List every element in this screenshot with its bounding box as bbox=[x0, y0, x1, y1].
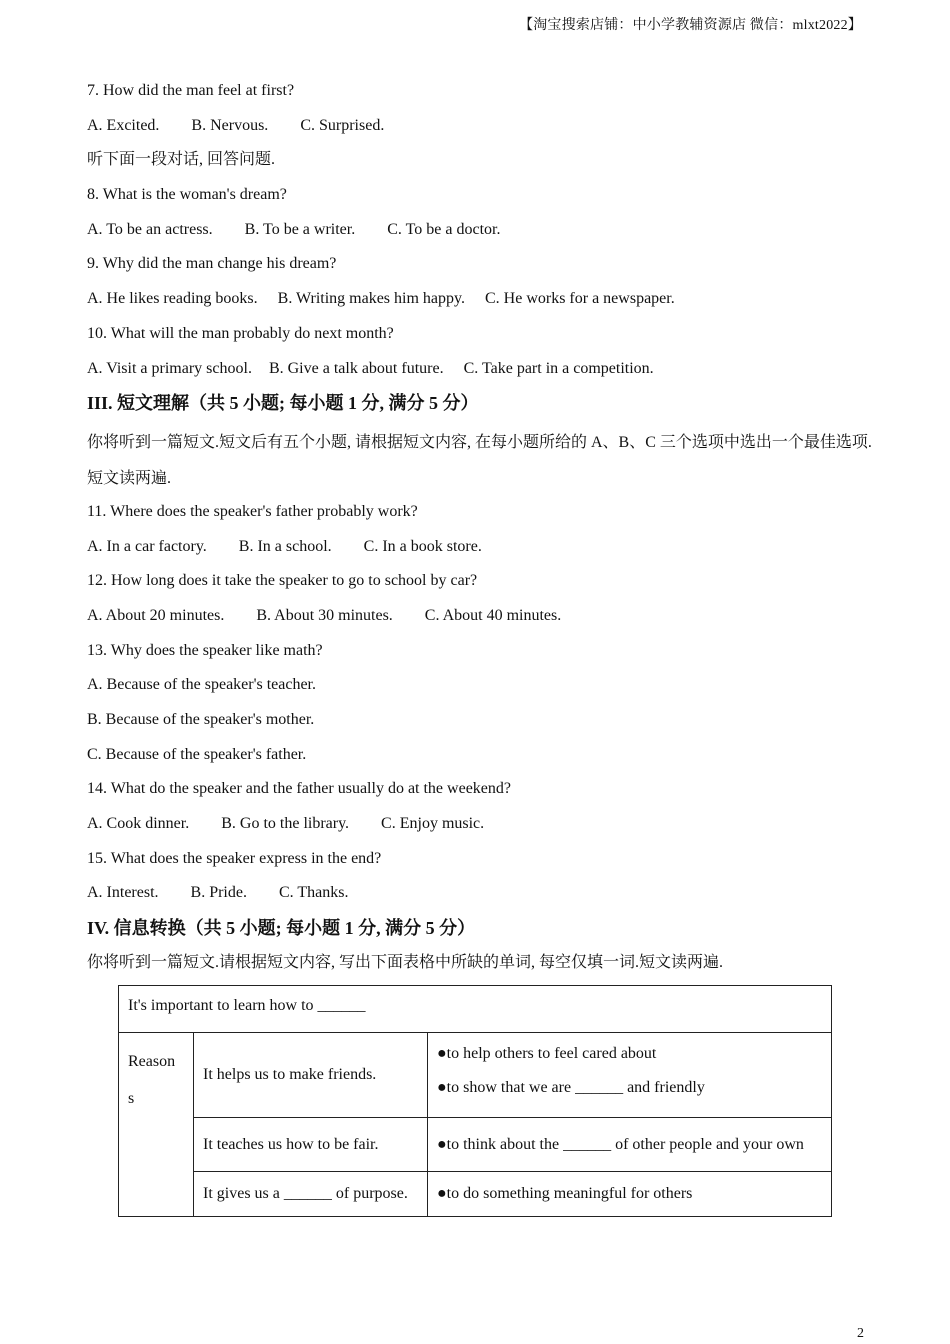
reasons-label-part2: s bbox=[128, 1090, 135, 1107]
question-13-option-c: C. Because of the speaker's father. bbox=[87, 745, 307, 763]
question-15-options bbox=[87, 880, 877, 915]
question-14: 14. What do the speaker and the father usually do at the weekend? bbox=[87, 780, 511, 798]
option-a: A. Cook dinner. bbox=[87, 815, 190, 833]
option-a: A. Excited. bbox=[87, 116, 160, 134]
option-a: A. To be an actress. bbox=[87, 220, 213, 238]
reason-1-cell: It helps us to make friends. bbox=[194, 1033, 428, 1118]
dialogue-instruction: 听下面一段对话, 回答问题. bbox=[87, 151, 276, 169]
question-10: 10. What will the man probably do next month? bbox=[87, 324, 394, 342]
information-table bbox=[118, 985, 832, 1217]
bullet-item: ●to show that we are ______ and friendly bbox=[437, 1079, 705, 1096]
shop-header-note: 【淘宝搜索店铺：中小学教辅资源店 微信：mlxt2022】 bbox=[519, 18, 862, 33]
option-b: B. Pride. bbox=[190, 884, 247, 902]
question-11-options bbox=[87, 534, 877, 569]
question-13-option-b: B. Because of the speaker's mother. bbox=[87, 711, 315, 728]
option-c: C. Take part in a competition. bbox=[463, 359, 654, 377]
section-3-instruction: 你将听到一篇短文.短文后有五个小题, 请根据短文内容, 在每小题所给的 A、B、C 三个选项中选出一个最佳选项.短文读两遍. bbox=[87, 433, 872, 487]
question-8: 8. What is the woman's dream? bbox=[87, 186, 287, 204]
option-c: C. Thanks. bbox=[278, 884, 349, 902]
option-a: A. He likes reading books. bbox=[87, 290, 258, 308]
option-c: C. About 40 minutes. bbox=[424, 606, 562, 624]
question-13: 13. Why does the speaker like math? bbox=[87, 641, 323, 659]
page-number: 2 bbox=[857, 1326, 864, 1341]
section-4-instruction: 你将听到一篇短文.请根据短文内容, 写出下面表格中所缺的单词, 每空仅填一词.短文读两遍. bbox=[87, 953, 724, 971]
question-9: 9. Why did the man change his dream? bbox=[87, 255, 337, 273]
question-14-options bbox=[87, 811, 877, 846]
table-header-cell: It's important to learn how to ______ bbox=[119, 986, 832, 1033]
option-b: B. Nervous. bbox=[191, 116, 269, 134]
option-b: B. Writing makes him happy. bbox=[277, 290, 465, 308]
option-c: C. In a book store. bbox=[363, 537, 482, 555]
question-12: 12. How long does it take the speaker to go to school by car? bbox=[87, 572, 478, 590]
option-b: B. Go to the library. bbox=[221, 815, 350, 833]
reason-3-cell: It gives us a ______ of purpose. bbox=[194, 1172, 428, 1217]
option-c: C. Surprised. bbox=[300, 116, 385, 134]
option-c: C. To be a doctor. bbox=[387, 220, 501, 238]
question-13-option-a: A. Because of the speaker's teacher. bbox=[87, 676, 316, 694]
question-7: 7. How did the man feel at first? bbox=[87, 82, 295, 99]
question-12-options bbox=[87, 603, 877, 638]
option-a: A. Interest. bbox=[87, 884, 159, 902]
bullet-item: ●to help others to feel cared about bbox=[437, 1045, 657, 1062]
question-7-options bbox=[87, 113, 877, 148]
exam-content bbox=[87, 78, 877, 985]
option-a: A. About 20 minutes. bbox=[87, 606, 225, 624]
section-3-title: III. 短文理解（共 5 小题; 每小题 1 分, 满分 5 分） bbox=[87, 393, 479, 414]
question-8-options bbox=[87, 217, 877, 252]
reason-1-details bbox=[428, 1033, 832, 1118]
reason-2-details: ●to think about the ______ of other people and your own bbox=[428, 1118, 832, 1172]
option-b: B. About 30 minutes. bbox=[256, 606, 393, 624]
reason-3-details: ●to do something meaningful for others bbox=[428, 1172, 832, 1217]
option-b: B. To be a writer. bbox=[244, 220, 356, 238]
option-b: B. In a school. bbox=[238, 537, 332, 555]
question-9-options bbox=[87, 286, 877, 321]
option-c: C. He works for a newspaper. bbox=[484, 290, 675, 308]
question-10-options bbox=[87, 356, 877, 391]
reason-2-cell: It teaches us how to be fair. bbox=[194, 1118, 428, 1172]
question-15: 15. What does the speaker express in the end? bbox=[87, 849, 382, 867]
option-a: A. Visit a primary school. bbox=[87, 359, 252, 377]
option-a: A. In a car factory. bbox=[87, 537, 207, 555]
option-b: B. Give a talk about future. bbox=[268, 359, 444, 377]
reasons-label-cell bbox=[119, 1033, 194, 1217]
section-4-title: IV. 信息转换（共 5 小题; 每小题 1 分, 满分 5 分） bbox=[87, 918, 476, 939]
reasons-label-part1: Reason bbox=[128, 1053, 176, 1070]
option-c: C. Enjoy music. bbox=[381, 815, 485, 833]
question-11: 11. Where does the speaker's father probably work? bbox=[87, 502, 418, 520]
